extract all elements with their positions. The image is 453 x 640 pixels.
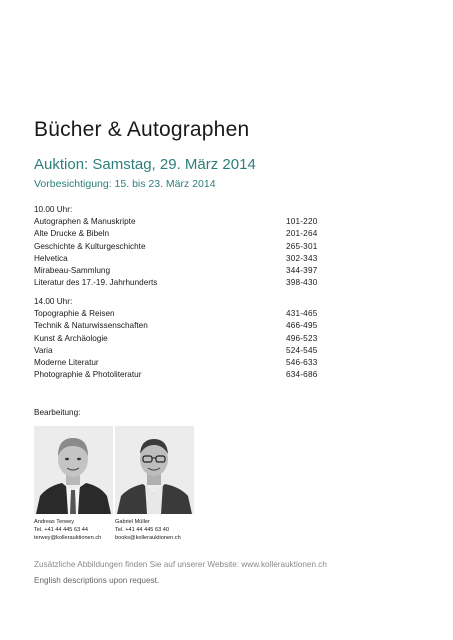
lot-category: Autographen & Manuskripte [34,217,136,227]
session-afternoon [34,296,326,381]
lot-category: Technik & Naturwissenschaften [34,321,148,331]
contact-phone: Tel. +41 44 445 63 40 [115,527,169,533]
lot-range: 524-545 [286,345,318,355]
lot-range: 265-301 [286,241,318,251]
lot-category: Helvetica [34,253,68,263]
lot-range: 431-465 [286,309,318,319]
lot-category: Varia [34,345,53,355]
lot-category: Alte Drucke & Bibeln [34,229,110,239]
portrait-photo [115,426,194,514]
list-item [34,369,326,381]
list-item [34,357,326,369]
portrait-photo [34,426,113,514]
session-time: 10.00 Uhr: [34,205,73,214]
english-note: English descriptions upon request. [34,576,160,585]
lot-category: Geschichte & Kulturgeschichte [34,241,146,251]
list-item [34,216,326,228]
lot-category: Moderne Literatur [34,357,99,367]
website-note: Zusätzliche Abbildungen finden Sie auf unserer Website: www.kollerauktionen.ch [34,560,327,569]
lot-category: Literatur des 17.-19. Jahrhunderts [34,278,158,288]
contact-phone: Tel. +41 44 445 63 44 [34,527,88,533]
lot-range: 201-264 [286,229,318,239]
contact-name: Gabriel Müller [115,519,150,525]
lot-range: 546-633 [286,357,318,367]
session-morning [34,204,326,289]
list-item [34,277,326,289]
lot-category: Mirabeau-Sammlung [34,265,110,275]
list-item [34,228,326,240]
list-item [34,253,326,265]
auction-date: Auktion: Samstag, 29. März 2014 [34,156,256,173]
page-title: Bücher & Autographen [34,118,250,141]
session-time: 14.00 Uhr: [34,297,73,306]
lot-range: 634-686 [286,370,318,380]
lot-range: 466-495 [286,321,318,331]
contact-name: Andreas Terwey [34,519,75,525]
lot-range: 302-343 [286,253,318,263]
lot-category: Topographie & Reisen [34,309,115,319]
contact-caption [115,518,181,542]
lot-category: Photographie & Photoliteratur [34,370,142,380]
contact-caption [34,518,101,542]
list-item [34,241,326,253]
lot-category: Kunst & Archäologie [34,333,108,343]
lot-range: 101-220 [286,217,318,227]
list-item [34,265,326,277]
editing-label: Bearbeitung: [34,408,81,417]
list-item [34,345,326,357]
preview-dates: Vorbesichtigung: 15. bis 23. März 2014 [34,178,216,190]
lot-range: 398-430 [286,278,318,288]
lot-range: 344-397 [286,265,318,275]
contact-email[interactable]: books@kollerauktionen.ch [115,535,181,541]
list-item [34,333,326,345]
list-item [34,308,326,320]
contact-email[interactable]: terwey@kollerauktionen.ch [34,535,102,541]
list-item [34,320,326,332]
lot-range: 496-523 [286,333,318,343]
